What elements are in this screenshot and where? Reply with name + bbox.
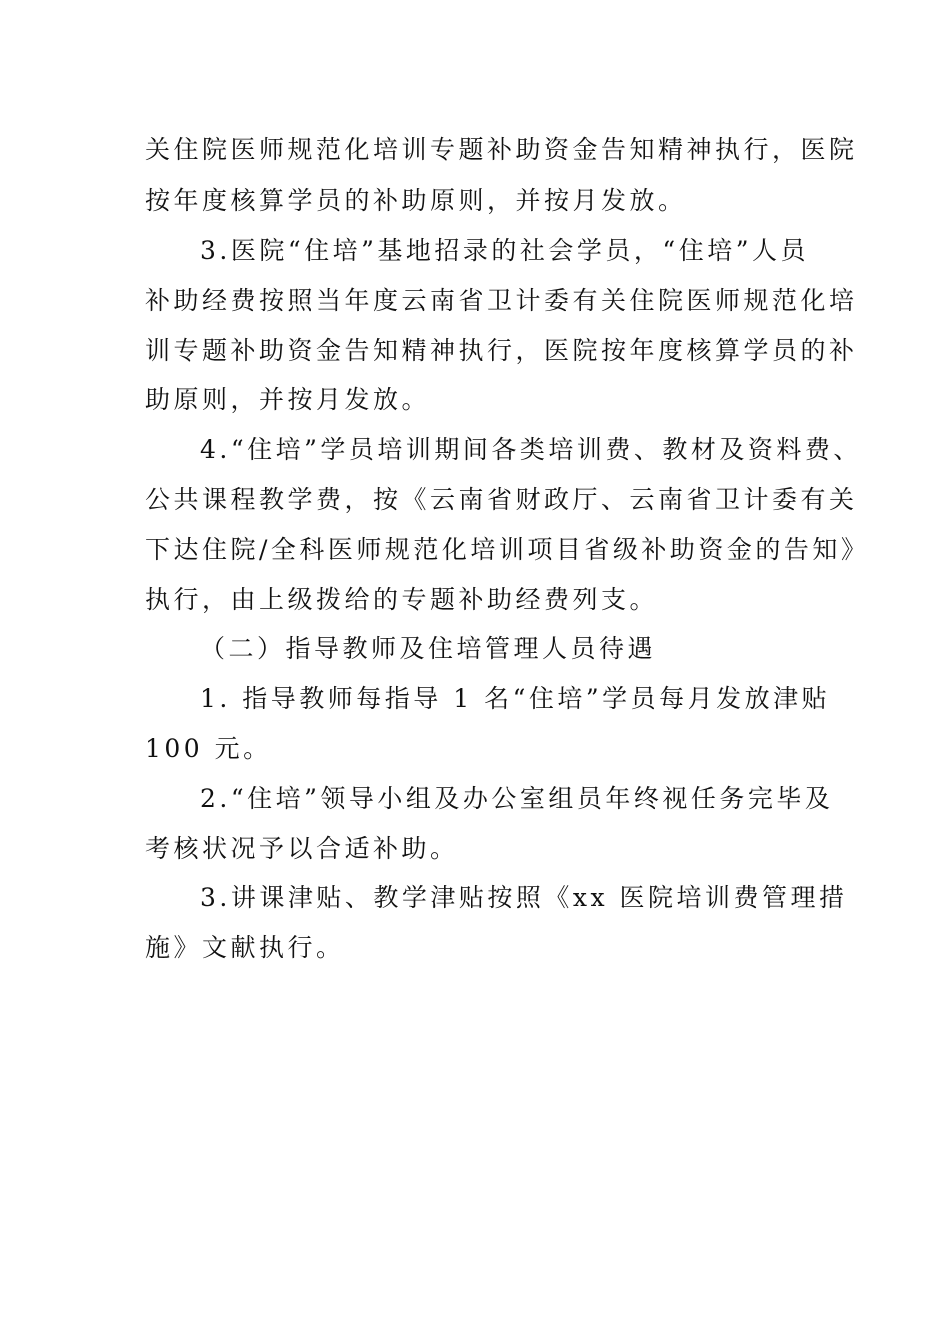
paragraph-line: 4.“住培”学员培训期间各类培训费、教材及资料费、 — [200, 435, 862, 464]
paragraph-line: 执行，由上级拨给的专题补助经费列支。 — [145, 585, 659, 614]
paragraph-line: 考核状况予以合适补助。 — [145, 834, 459, 863]
paragraph-line: 1. 指导教师每指导 1 名“住培”学员每月发放津贴 — [200, 684, 831, 713]
paragraph-line: 100 元。 — [145, 734, 272, 763]
section-heading: （二）指导教师及住培管理人员待遇 — [200, 634, 657, 663]
paragraph-line: 公共课程教学费，按《云南省财政厅、云南省卫计委有关 — [145, 485, 858, 514]
paragraph-line: 训专题补助资金告知精神执行，医院按年度核算学员的补 — [145, 336, 858, 365]
paragraph-line: 3.医院“住培”基地招录的社会学员，“住培”人员 — [200, 236, 809, 265]
paragraph-line: 施》文献执行。 — [145, 933, 345, 962]
paragraph-line: 关住院医师规范化培训专题补助资金告知精神执行，医院 — [145, 135, 858, 164]
paragraph-line: 助原则，并按月发放。 — [145, 385, 431, 414]
paragraph-line: 3.讲课津贴、教学津贴按照《xx 医院培训费管理措 — [200, 883, 848, 912]
paragraph-line: 2.“住培”领导小组及办公室组员年终视任务完毕及 — [200, 784, 834, 813]
paragraph-line: 按年度核算学员的补助原则，并按月发放。 — [145, 186, 687, 215]
paragraph-line: 下达住院/全科医师规范化培训项目省级补助资金的告知》 — [145, 535, 870, 564]
paragraph-line: 补助经费按照当年度云南省卫计委有关住院医师规范化培 — [145, 286, 858, 315]
